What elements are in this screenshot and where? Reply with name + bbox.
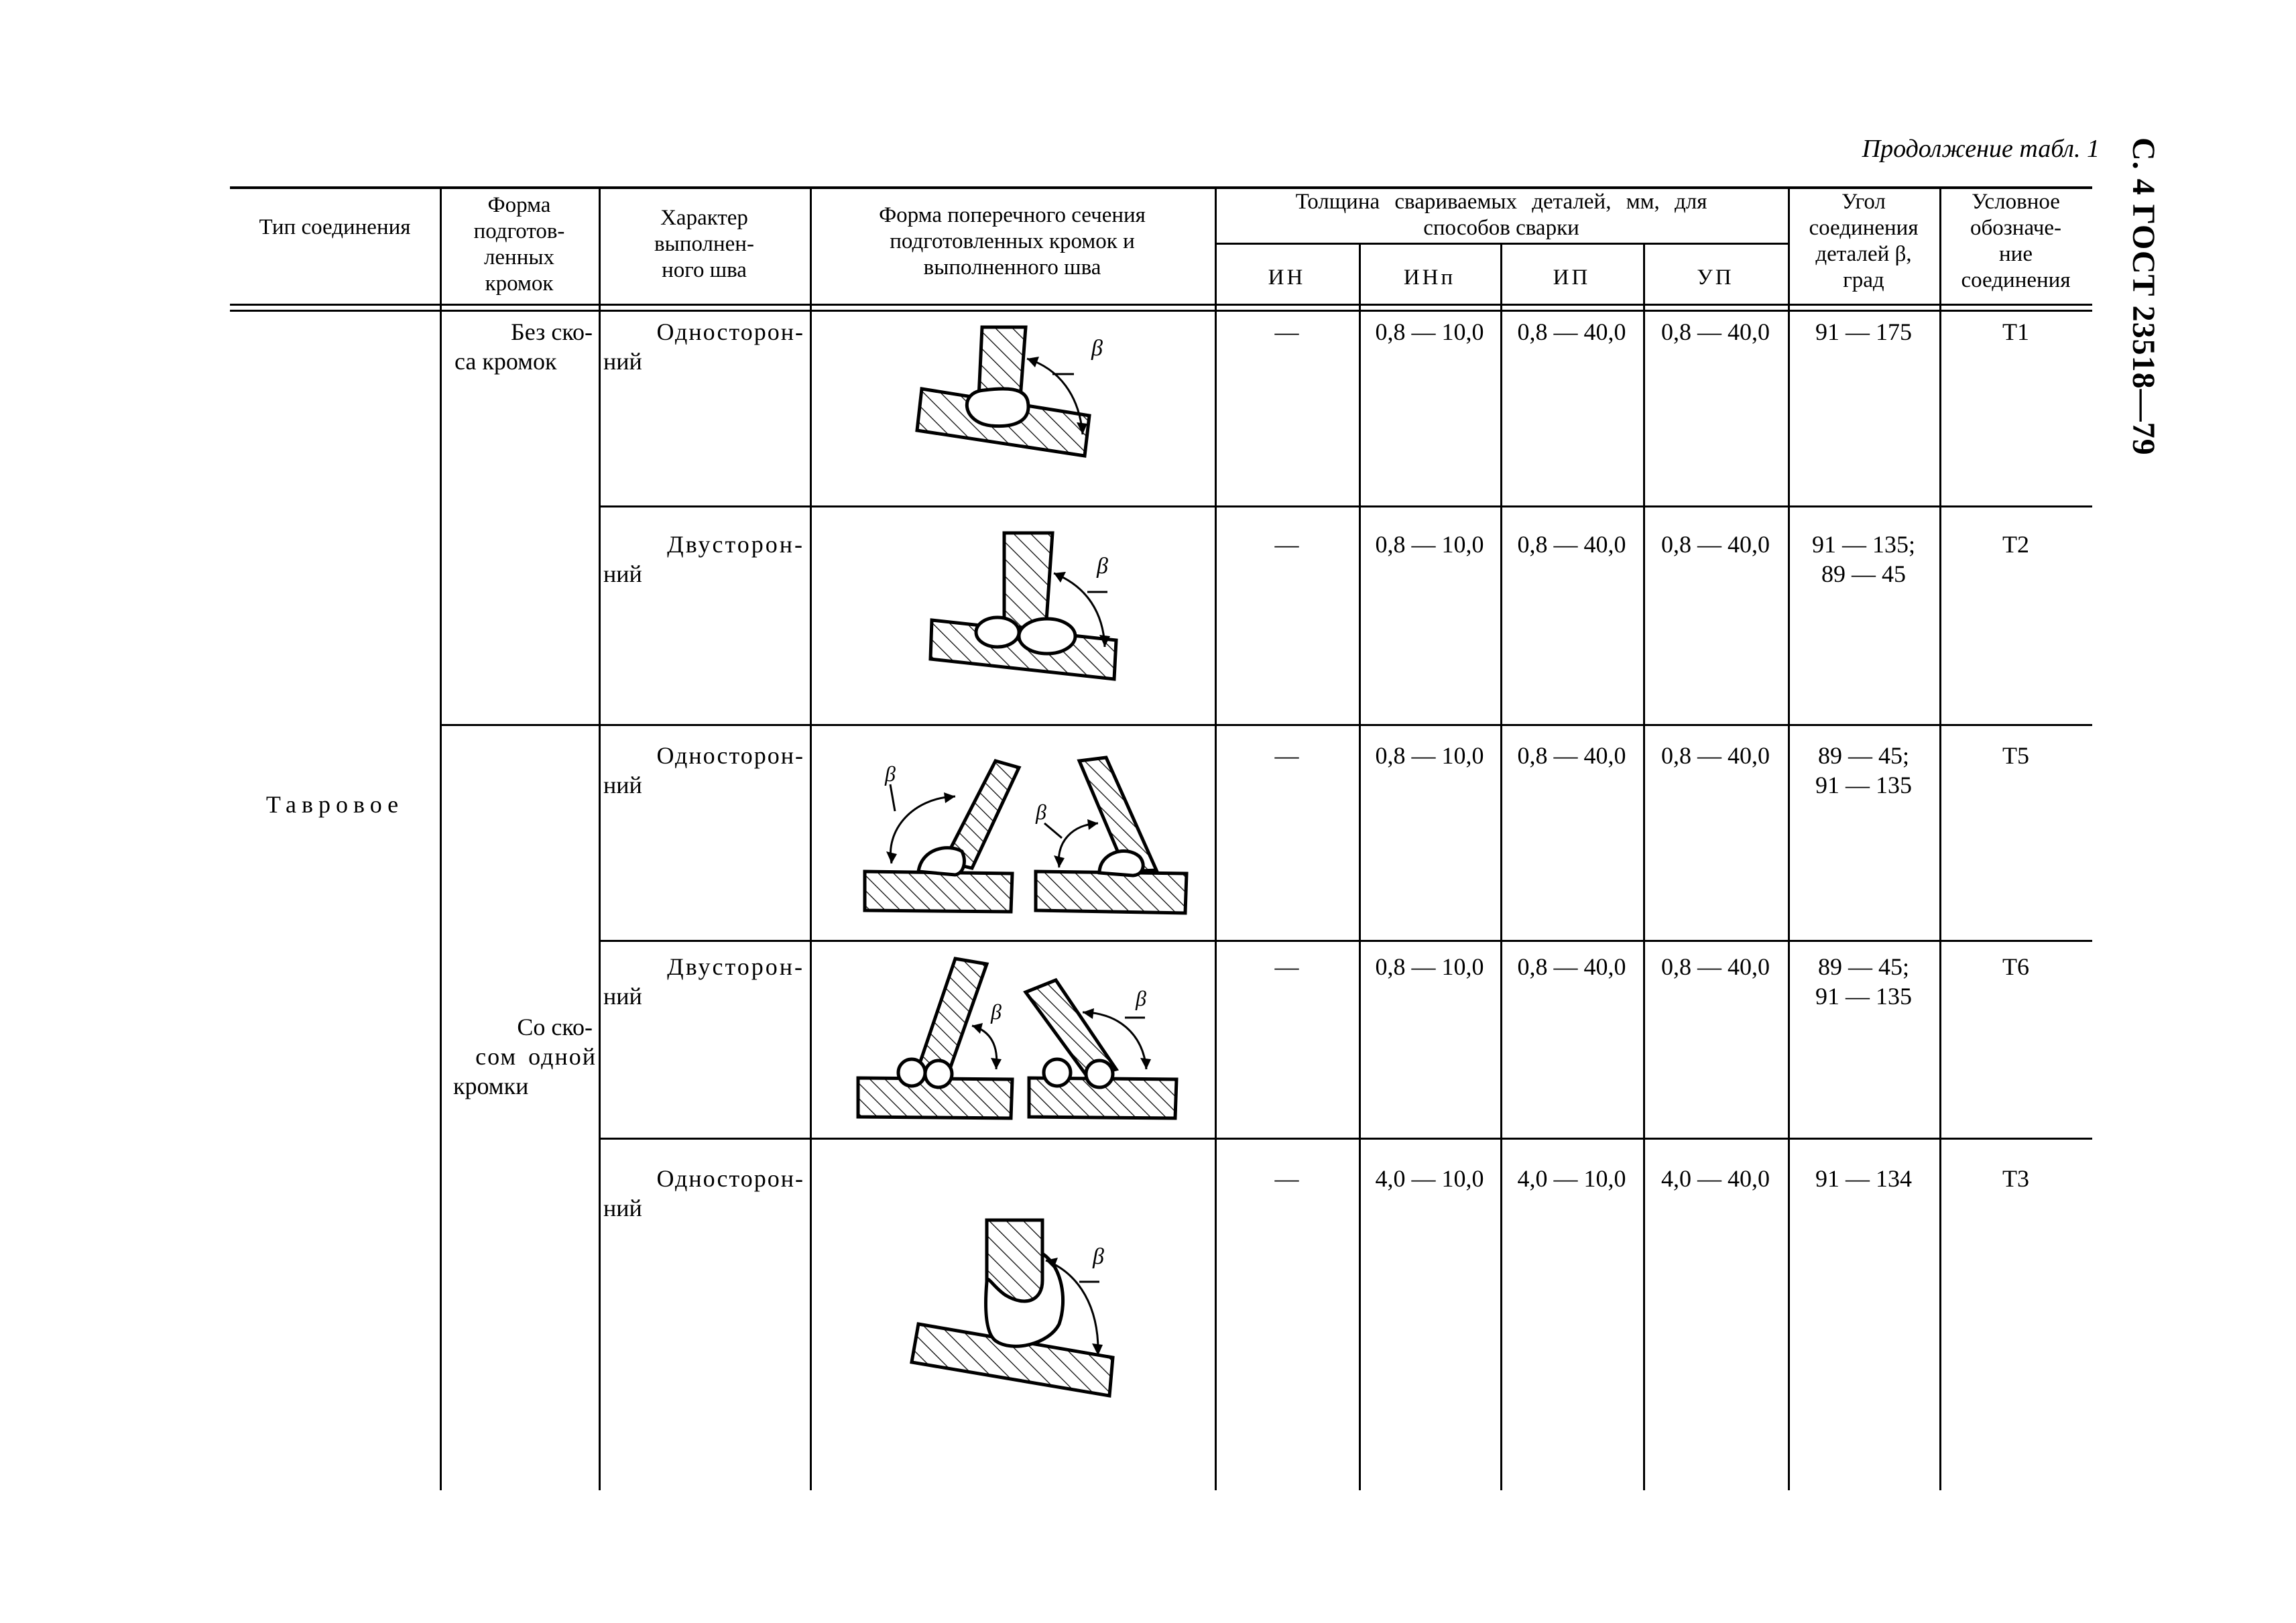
column-rule-up: [1788, 186, 1790, 1490]
header-section-line: выполненного шва: [923, 255, 1101, 280]
row-3-up: 0,8 — 40,0: [1661, 742, 1770, 769]
row-divider-4: [599, 1138, 2092, 1140]
arrow-head: [1140, 1058, 1151, 1069]
type-value: Тавровое: [265, 791, 404, 818]
weld-bead-right-a: [1044, 1059, 1071, 1086]
char-line: Двусторон-: [667, 531, 804, 558]
beta-label: β: [1091, 336, 1103, 361]
char-line: Односторон-: [656, 742, 804, 769]
row-2-inp: 0,8 — 10,0: [1375, 531, 1484, 558]
row-3-character: [603, 741, 804, 800]
beta-label: β: [885, 762, 896, 786]
header-section: [810, 202, 1215, 281]
header-char-line: ного шва: [662, 258, 747, 282]
arrow-head: [1054, 855, 1065, 867]
header-angle: [1788, 189, 1939, 294]
row-5-up: 4,0 — 40,0: [1661, 1165, 1770, 1192]
header-angle-line: соединения: [1809, 216, 1919, 240]
column-rule-type: [440, 186, 442, 1490]
row-1-character: [603, 317, 804, 376]
beta-label: β: [1097, 554, 1108, 579]
row-1-up: 0,8 — 40,0: [1661, 318, 1770, 345]
row-1-angle: [1788, 317, 1939, 347]
row-1-ip: 0,8 — 40,0: [1517, 318, 1626, 345]
row-4-in: —: [1274, 953, 1299, 980]
header-angle-line: град: [1843, 268, 1884, 292]
weld-bead-right: [1019, 619, 1075, 654]
weld-bead-left: [918, 848, 964, 875]
header-angle-line: Угол: [1841, 190, 1886, 214]
header-thickness: [1215, 189, 1788, 241]
row-3-in: —: [1274, 742, 1299, 769]
t5-diagram: [811, 731, 1213, 935]
char-line: ний: [603, 1195, 642, 1221]
weld-bead-left: [976, 617, 1019, 647]
header-method-up: УП: [1697, 265, 1734, 290]
prep-group-2: [442, 1012, 597, 1101]
weld-bead: [967, 389, 1028, 426]
header-symbol-line: ние: [1999, 242, 2033, 266]
weld-diagram-t2: [811, 520, 1213, 721]
arrow-head: [1087, 819, 1098, 830]
header-char-line: выполнен-: [654, 232, 754, 256]
arrow-head: [1083, 1008, 1094, 1019]
weld-diagram-t5: [811, 731, 1213, 935]
header-method-inp: ИНп: [1403, 265, 1456, 290]
char-line: Двусторон-: [667, 953, 804, 980]
t3-diagram: [811, 1180, 1213, 1435]
row-2-ip: 0,8 — 40,0: [1517, 531, 1626, 558]
prep-line: кромки: [453, 1073, 529, 1099]
row-1-in: —: [1274, 318, 1299, 345]
header-thickness-line: способов сварки: [1423, 216, 1579, 240]
t2-diagram: [811, 520, 1213, 721]
row-4-up: 0,8 — 40,0: [1661, 953, 1770, 980]
row-3-ip: 0,8 — 40,0: [1517, 742, 1626, 769]
header-section-line: подготовленных кромок и: [890, 229, 1135, 253]
angle-line: 89 — 45;: [1817, 742, 1909, 769]
row-5-code: Т3: [2002, 1165, 2029, 1192]
base-plate-left: [865, 871, 1012, 912]
weld-bead-right-b: [1086, 1061, 1113, 1087]
column-rule-in: [1359, 243, 1361, 1490]
header-prep-line: ленных: [483, 245, 555, 269]
char-line: ний: [603, 983, 642, 1010]
row-3-angle: [1788, 741, 1939, 800]
row-5-ip: 4,0 — 10,0: [1517, 1165, 1626, 1192]
row-1-code: Т1: [2002, 318, 2029, 345]
header-symbol: [1939, 189, 2092, 294]
angle-line: 89 — 45;: [1817, 953, 1909, 980]
leader-line: [1044, 823, 1062, 838]
angle-line: 91 — 135: [1815, 772, 1912, 798]
header-bottom-rule: [230, 304, 2092, 306]
weld-diagram-t1: [811, 315, 1213, 503]
beta-label: β: [1093, 1244, 1104, 1269]
angle-arc-right: [1059, 823, 1098, 867]
header-char: [599, 205, 810, 284]
leader-line: [890, 784, 895, 811]
header-symbol-line: обозначе-: [1970, 216, 2062, 240]
row-2-code: Т2: [2002, 531, 2029, 558]
prep-line: са кромок: [455, 348, 557, 375]
row-4-ip: 0,8 — 40,0: [1517, 953, 1626, 980]
column-rule-inp: [1500, 243, 1502, 1490]
row-5-in: —: [1274, 1165, 1299, 1192]
weld-diagram-t6: [811, 945, 1213, 1136]
header-char-line: Характер: [660, 206, 748, 230]
header-angle-line: деталей β,: [1815, 242, 1912, 266]
t1-diagram: [811, 315, 1213, 503]
standard-code: С. 4 ГОСТ 23518—79: [2126, 137, 2161, 456]
row-4-code: Т6: [2002, 953, 2029, 980]
column-rule-angle: [1939, 186, 1941, 1490]
header-symbol-line: соединения: [1961, 268, 2071, 292]
column-rule-prep: [599, 186, 601, 1490]
column-rule-ip: [1643, 243, 1645, 1490]
prep-line: Без ско-: [511, 318, 593, 345]
row-4-inp: 0,8 — 10,0: [1375, 953, 1484, 980]
beta-label: β: [1036, 800, 1046, 824]
row-5-character: [603, 1164, 804, 1223]
prep-line: сом одной: [475, 1043, 597, 1070]
weld-diagram-t3: [811, 1180, 1213, 1435]
weld-bead-left-b: [925, 1061, 952, 1087]
char-line: ний: [603, 348, 642, 375]
char-line: Односторон-: [656, 1165, 804, 1192]
row-3-code: Т5: [2002, 742, 2029, 769]
vertical-plate: [1004, 533, 1052, 630]
header-bottom-rule-2: [230, 310, 2092, 312]
row-2-character: [603, 530, 804, 589]
header-section-line: Форма поперечного сечения: [879, 203, 1146, 227]
angle-line: 89 — 45: [1821, 560, 1906, 587]
weld-bead-left-a: [898, 1059, 925, 1086]
arrow-head: [972, 1023, 983, 1034]
header-prep-line: Форма: [487, 193, 551, 217]
group-divider: [440, 724, 2092, 726]
prep-group-1: [442, 317, 597, 376]
row-1-inp: 0,8 — 10,0: [1375, 318, 1484, 345]
angle-line: 91 — 135;: [1811, 531, 1915, 558]
row-4-character: [603, 952, 804, 1011]
base-plate-right: [1036, 871, 1187, 913]
beta-label: β: [991, 1000, 1002, 1024]
row-4-angle: [1788, 952, 1939, 1011]
char-line: Односторон-: [656, 318, 804, 345]
row-2-angle: [1788, 530, 1939, 589]
beta-label: β: [1136, 986, 1146, 1010]
header-symbol-line: Условное: [1972, 190, 2060, 214]
row-2-up: 0,8 — 40,0: [1661, 531, 1770, 558]
header-thickness-line: Толщина свариваемых деталей, мм, для: [1295, 190, 1707, 214]
header-method-ip: ИП: [1553, 265, 1591, 290]
row-divider-1: [599, 505, 2092, 507]
header-method-in: ИН: [1268, 265, 1306, 290]
row-3-inp: 0,8 — 10,0: [1375, 742, 1484, 769]
char-line: ний: [603, 560, 642, 587]
row-divider-3: [599, 940, 2092, 942]
row-2-in: —: [1274, 531, 1299, 558]
header-prep-line: кромок: [485, 272, 554, 296]
header-prep-line: подготов-: [473, 219, 565, 243]
arrow-head: [886, 851, 897, 863]
t6-diagram: [811, 945, 1213, 1136]
angle-line: 91 — 135: [1815, 983, 1912, 1010]
row-5-angle: [1788, 1164, 1939, 1193]
arrow-head: [944, 792, 955, 803]
header-prep: [440, 192, 599, 297]
char-line: ний: [603, 772, 642, 798]
prep-line: Со ско-: [517, 1014, 593, 1040]
header-type: Тип соединения: [259, 215, 411, 239]
angle-arc-left: [972, 1026, 997, 1069]
continuation-note: Продолжение табл. 1: [1862, 135, 2100, 163]
weld-bead-right: [1099, 851, 1143, 876]
row-5-inp: 4,0 — 10,0: [1375, 1165, 1484, 1192]
angle-line: 91 — 134: [1815, 1165, 1912, 1192]
arrow-head: [991, 1058, 1002, 1069]
angle-line: 91 — 175: [1815, 318, 1912, 345]
column-rule-section: [1215, 186, 1217, 1490]
inclined-plate-left: [918, 959, 987, 1073]
